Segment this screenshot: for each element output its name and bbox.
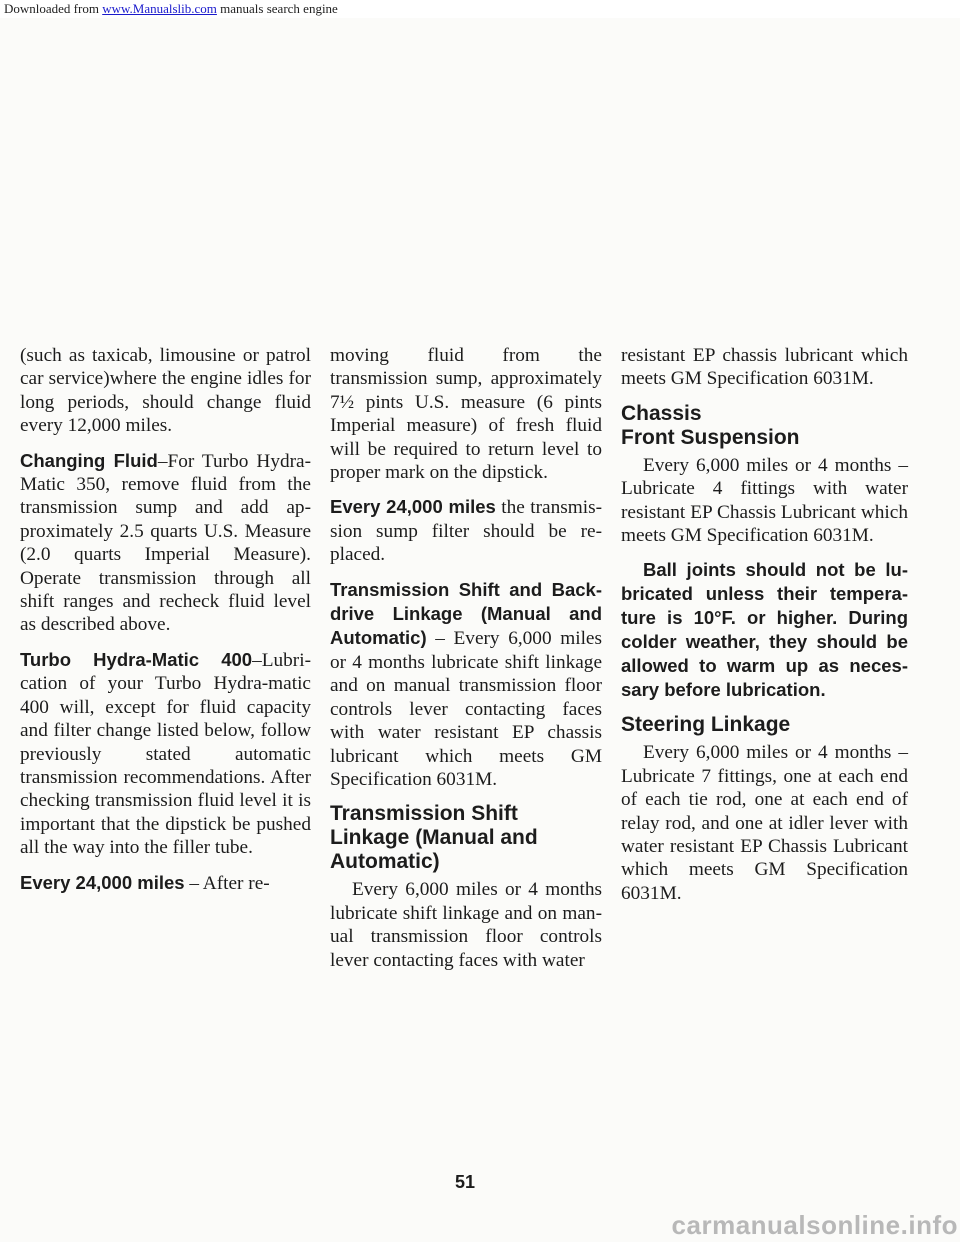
col1-paragraph-2: Changing Fluid–For Turbo Hydra-Matic 350, remove fluid from the transmission sump and add approximately 2.5 quarts U.S. Measure (2.0 quarts Imperial Measure). Operate transmission through all shift ranges and recheck fluid level as described above.: [20, 449, 311, 636]
header-suffix: manuals search engine: [216, 1, 338, 16]
column-3: [621, 344, 908, 916]
col2-paragraph-1: moving fluid from the transmission sump, approximately 7½ pints U.S. measure (6 pints Imperial measure) of fresh fluid will be required to return level to proper mark on the dipstick.: [330, 345, 602, 484]
turbo-400-heading: Turbo Hydra-Matic 400: [20, 648, 253, 670]
changing-fluid-heading: Changing Fluid: [20, 449, 158, 471]
watermark: carmanualsonline.info: [671, 1210, 958, 1240]
download-header: [0, 0, 960, 18]
col1-paragraph-4: Every 24,000 miles – After re-: [20, 871, 270, 894]
col3-paragraph-4: Every 6,000 miles or 4 months –Lubricate 7 fittings, one at each end of each tie rod, one at each end of relay rod, and one at idler lever with water resistant EP Chassis Lubricant which meets GM Specification 6031M.: [621, 742, 908, 904]
manualslib-link[interactable]: www.Manualslib.com: [102, 1, 217, 16]
col1-paragraph-3: Turbo Hydra-Matic 400–Lubrication of your Turbo Hydra-matic 400 will, except for fluid capacity and filter change listed below, follow previously stated automatic transmission recommendations. After checking transmission fluid level it is important that the dipstick be pushed all the way into the filler tube.: [20, 648, 311, 859]
steering-linkage-heading: Steering Linkage: [621, 713, 791, 737]
column-2: [330, 344, 602, 983]
col3-paragraph-1: resistant EP chassis lubricant which meets GM Specification 6031M.: [621, 345, 908, 390]
column-1: [20, 344, 311, 906]
shift-linkage-heading: Transmission Shift Linkage (Manual and Automatic): [330, 802, 538, 874]
col2-paragraph-2: Every 24,000 miles the transmission sump filter should be replaced.: [330, 496, 602, 566]
every-24000-filter-heading: Every 24,000 miles: [330, 496, 496, 518]
every-24000-heading: Every 24,000 miles: [20, 871, 185, 893]
header-prefix: Downloaded from: [4, 1, 103, 16]
col1-paragraph-1: (such as taxicab, limousine or patrol car service)where the engine idles for long periods, should change fluid every 12,000 miles.: [20, 345, 311, 437]
backdrive-linkage-heading: Transmission Shift and Backdrive Linkage (Manual and Automatic): [330, 578, 602, 649]
col3-paragraph-2: Every 6,000 miles or 4 months –Lubricate 4 fittings with water resistant EP Chassis Lubricant which meets GM Specification 6031M.: [621, 454, 908, 547]
front-suspension-heading: Front Suspension: [621, 425, 800, 449]
ball-joints-warning: Ball joints should not be lubricated unless their temperature is 10°F. or higher. During colder weather, they should be allowed to warm up as necessary before lubrication.: [621, 559, 908, 701]
chassis-heading: Chassis: [621, 401, 702, 425]
col2-paragraph-3: Transmission Shift and Backdrive Linkage (Manual and Automatic) – Every 6,000 miles or 4 months lubricate shift linkage and on manual transmission floor controls lever contacting faces with water resistant EP chassis lubricant which meets GM Specification 6031M.: [330, 578, 602, 790]
page-number: 51: [455, 1172, 476, 1192]
col2-paragraph-4: Every 6,000 miles or 4 months lubricate shift linkage and on manual transmission floor controls lever contacting faces with water: [330, 879, 602, 971]
